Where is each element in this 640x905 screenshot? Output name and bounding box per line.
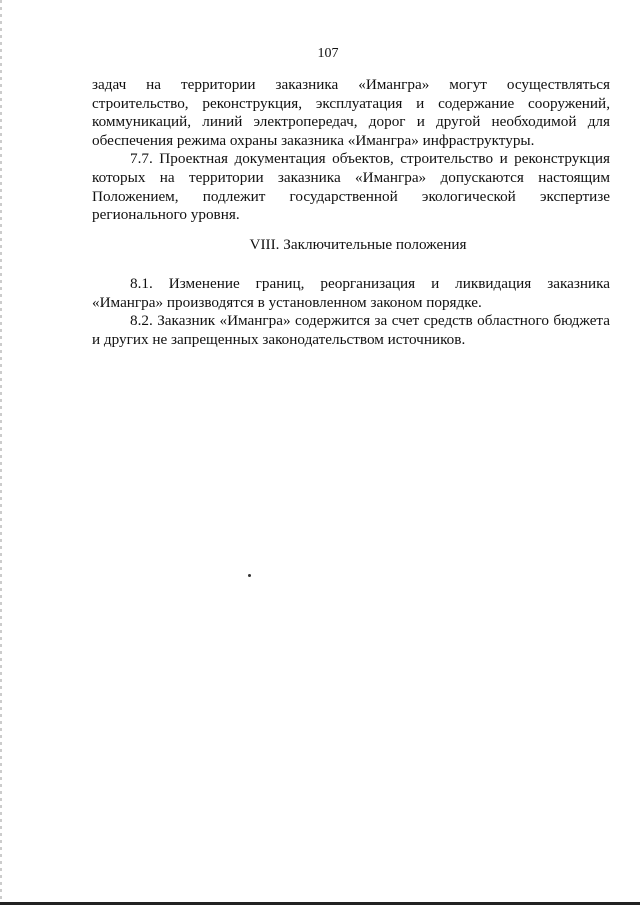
- paragraph-7-7: 7.7. Проектная документация объектов, строительство и реконструкция которых на территории заказника «Имангра» допускаются настоящим Положением, подлежит государственной экологической экспертизе регионального уровня.: [92, 150, 610, 224]
- scan-speck: [248, 574, 251, 577]
- text-block-lower: [92, 275, 610, 349]
- paragraph-continuation: задач на территории заказника «Имангра» могут осуществляться строительство, реконструкция, эксплуатация и содержание сооружений, коммуникаций, линий электропередач, дорог и другой необходимой для обеспечения режима охраны заказника «Имангра» инфраструктуры.: [92, 76, 610, 149]
- page-number: 107: [317, 46, 339, 61]
- scan-left-edge: [0, 0, 2, 905]
- text-block-upper: [92, 76, 610, 225]
- section-heading: VIII. Заключительные положения: [249, 236, 467, 253]
- paragraph-8-2: 8.2. Заказник «Имангра» содержится за счет средств областного бюджета и других не запрещенных законодательством источников.: [92, 312, 610, 348]
- paragraph-8-1: 8.1. Изменение границ, реорганизация и ликвидация заказника «Имангра» производятся в установленном законом порядке.: [92, 275, 610, 311]
